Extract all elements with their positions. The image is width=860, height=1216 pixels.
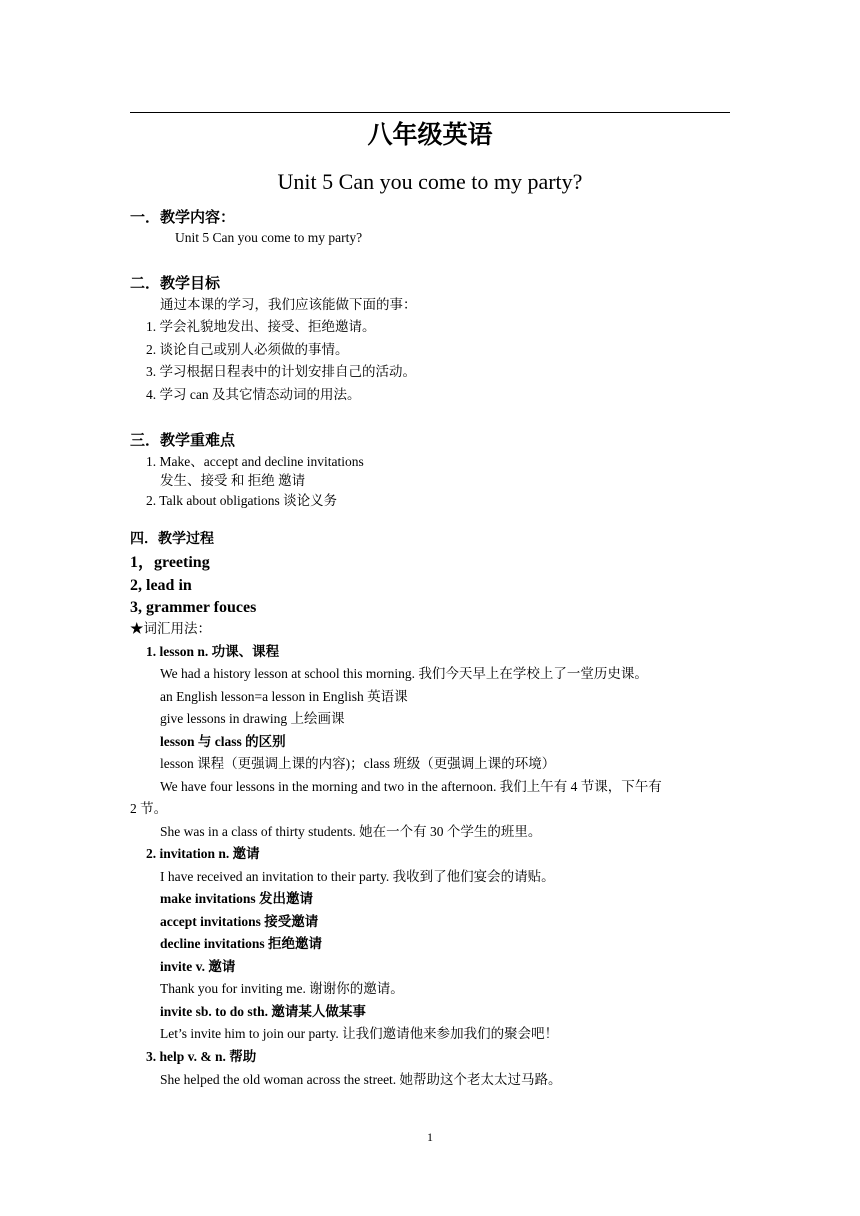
example-sentence: She was in a class of thirty students. 她在一个有 30 个学生的班里。: [160, 824, 542, 839]
process-step: 2, lead in: [130, 577, 192, 594]
subheading-lesson-class: lesson 与 class 的区别: [160, 734, 286, 749]
vocab-label: ★词汇用法：: [130, 621, 211, 636]
example-sentence-continued: 2 节。: [130, 801, 168, 816]
phrase: invite sb. to do sth. 邀请某人做某事: [160, 1004, 366, 1019]
example-sentence: Let’s invite him to join our party. 让我们邀请他来参加我们的聚会吧！: [160, 1026, 559, 1041]
section-2-intro: 通过本课的学习，我们应该能做下面的事：: [160, 297, 417, 312]
example-sentence: give lessons in drawing 上绘画课: [160, 711, 345, 726]
page-title: 八年级英语: [367, 120, 493, 149]
section-1-heading: 一．教学内容：: [130, 208, 236, 226]
key-point-item: 2. Talk about obligations 谈论义务: [146, 493, 338, 508]
section-2-heading: 二．教学目标: [130, 274, 221, 292]
goal-item: 3. 学习根据日程表中的计划安排自己的活动。: [146, 364, 416, 379]
key-point-translation: 发生、接受 和 拒绝 邀请: [160, 473, 306, 488]
page-number: 1: [427, 1130, 433, 1144]
page-subtitle: Unit 5 Can you come to my party?: [277, 169, 583, 194]
phrase: make invitations 发出邀请: [160, 891, 314, 906]
goal-item: 1. 学会礼貌地发出、接受、拒绝邀请。: [146, 319, 376, 334]
example-sentence: I have received an invitation to their party. 我收到了他们宴会的请贴。: [160, 869, 555, 884]
key-point-item: 1. Make、accept and decline invitations: [146, 454, 364, 469]
explanation-text: lesson 课程（更强调上课的内容)；class 班级（更强调上课的环境）: [160, 756, 556, 771]
section-4-heading: 四．教学过程: [130, 531, 214, 547]
example-sentence: an English lesson=a lesson in English 英语课: [160, 689, 408, 704]
example-sentence: We have four lessons in the morning and two in the afternoon. 我们上午有 4 节课，下午有: [160, 779, 662, 794]
vocab-heading-lesson: 1. lesson n. 功课、课程: [146, 644, 280, 659]
section-3-heading: 三．教学重难点: [130, 431, 236, 449]
section-1-content: Unit 5 Can you come to my party?: [175, 230, 363, 245]
example-sentence: She helped the old woman across the street. 她帮助这个老太太过马路。: [160, 1072, 562, 1087]
example-sentence: Thank you for inviting me. 谢谢你的邀请。: [160, 981, 404, 996]
goal-item: 4. 学习 can 及其它情态动词的用法。: [146, 387, 361, 402]
phrase: decline invitations 拒绝邀请: [160, 936, 323, 951]
example-sentence: We had a history lesson at school this morning. 我们今天早上在学校上了一堂历史课。: [160, 666, 648, 681]
vocab-heading-help: 3. help v. & n. 帮助: [146, 1049, 257, 1064]
process-step: 1，greeting: [130, 554, 210, 571]
goal-item: 2. 谈论自己或别人必须做的事情。: [146, 342, 349, 357]
phrase: accept invitations 接受邀请: [160, 914, 319, 929]
vocab-heading-invitation: 2. invitation n. 邀请: [146, 846, 260, 861]
vocab-heading-invite: invite v. 邀请: [160, 959, 236, 974]
process-step: 3, grammer fouces: [130, 599, 257, 616]
header-rule: [130, 112, 730, 113]
